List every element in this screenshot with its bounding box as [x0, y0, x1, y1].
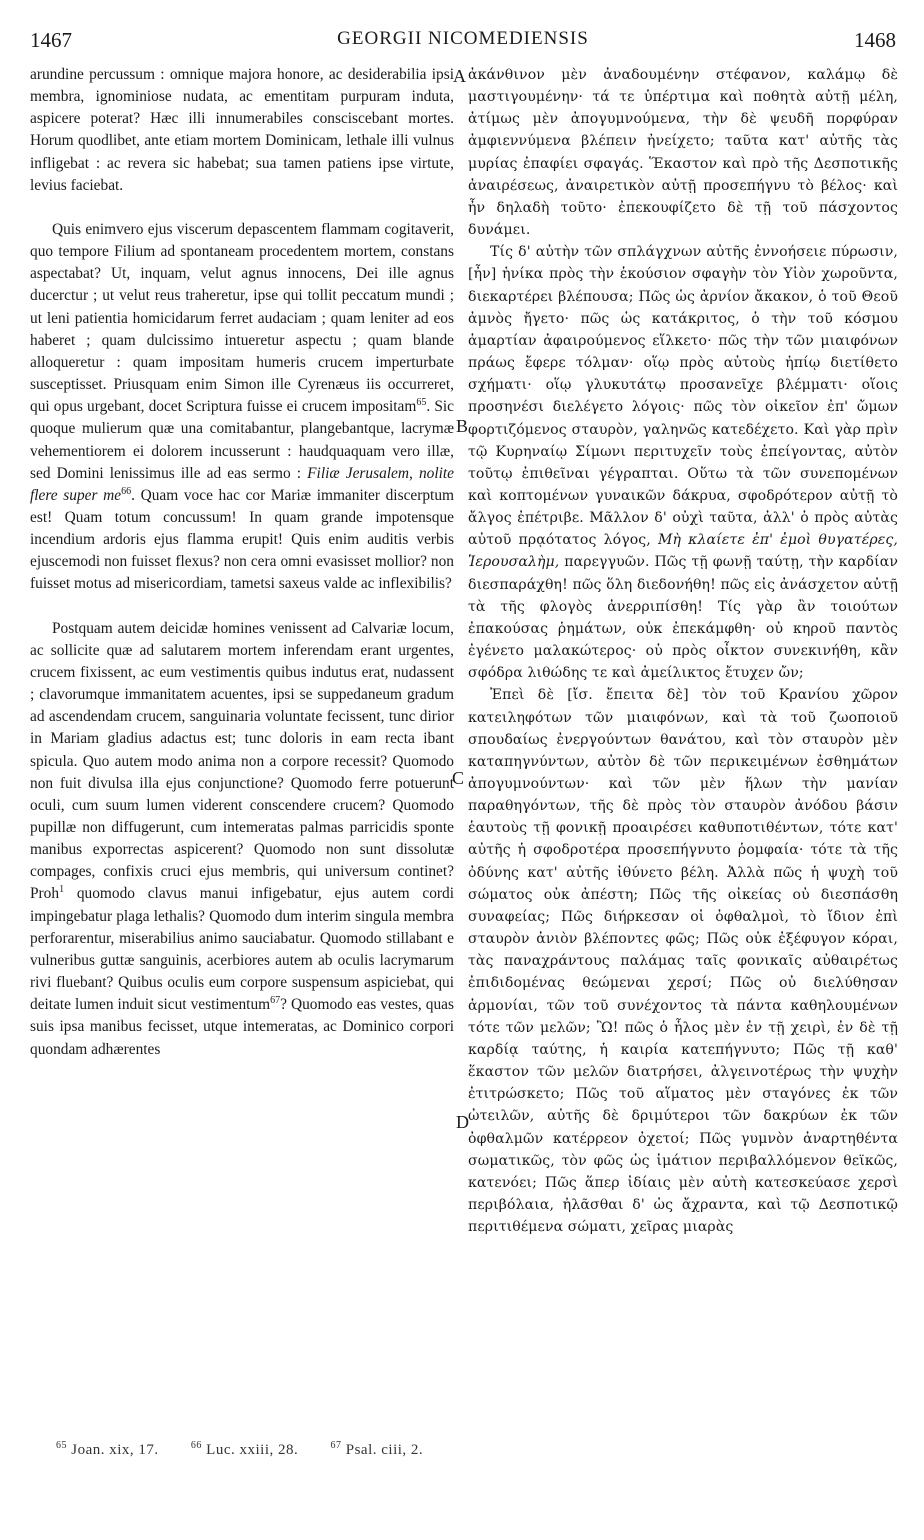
footnote-65-text: Joan. xix, 17. [71, 1442, 159, 1458]
footnote-66 [191, 1442, 312, 1458]
greek-p2-text-a: Τίς δ' αὐτὴν τῶν σπλάγχνων αὐτῆς ἐννοήσειε πύρωσιν, [ἦν] ἡνίκα πρὸς τὴν ἑκούσιον σφαγὴν τὸν Υἱὸν χωροῦντα, διεκαρτέρει βλέπουσα; Πῶς ὡς ἀρνίον ἄκακον, ὁ τοῦ Θεοῦ ἀμνὸς ἤγετο· πῶς ὡς κατάκριτος, ὁ τὴν τοῦ κόσμου ἁμαρτίαν ἀφαιρούμενος εἵλκετο· πῶς τὴν τῶν μιαιφόνων πράως ἔφερε τόλμαν· οἵῳ πρὸς αὐτοὺς ἠπίῳ διετίθετο σχήματι· οἵῳ γλυκυτάτῳ προσανεῖχε βλέμματι· οἵοις προσηνέσι διελέγετο λόγοις· πῶς τὸν οἰκεῖον ἐπ' ὤμων φορτιζόμενος σταυρὸν, γαληνῶς κατεδέχετο. Καὶ γὰρ πρὶν τῷ Κυρηναίῳ Σίμωνι περιτυχεῖν τοὺς ἐπείγοντας, αὐτὸν τοῦτῳ ἐπιθεῖναι γέγραπται. Οὕτω τὰ τῶν συνεπομένων καὶ κοπτομένων γυναικῶν δάκρυα, σφοδρότερον αὐτῇ τὸ ἄλγος ἐπέτριβε. Μᾶλλον δ' οὐχὶ ταῦτα, ἀλλ' ὁ πρὸς αὐτὰς αὐτοῦ πρᾳότατος λόγος, [468, 244, 898, 549]
marker-c: C [452, 768, 465, 788]
footnotes [56, 1440, 756, 1459]
latin-paragraph-1: arundine percussum : omnique majora honore, ac desiderabilia ipsi membra, ignominiose nudata, ac ementitam purpuram induta, aspicere poterat? Hæc illi innumerabiles consciscebant mortes. Horum quodlibet, ante etiam mortem Dominicam, lethale illi vulnus infligebat : ac revera sic habebat; sua tamen patiens ipse virtute, levius faciebat. [30, 66, 454, 194]
footnote-67-text: Psal. ciii, 2. [345, 1442, 424, 1458]
footnote-65 [56, 1442, 173, 1458]
footnote-ref-65: 65 [416, 397, 427, 409]
page-header [30, 28, 896, 58]
marker-a: A [453, 66, 466, 86]
footnote-67 [331, 1442, 438, 1458]
latin-paragraph-3 [30, 618, 454, 1061]
footnote-65-number: 65 [56, 1440, 67, 1451]
marker-d: D [456, 1112, 469, 1132]
latin-p2-text-b: . Sic quoque mulierum quæ una comitabantur, plangebantque, lacrymæ vehementiorem ei dolorem incusserunt : haudquaquam vero illæ, sed Domini lenissimus ille ad eas sermo : [30, 398, 454, 482]
running-title: GEORGII NICOMEDIENSIS [337, 28, 589, 49]
latin-p3-text-a: Postquam autem deicidæ homines venissent ad Calvariæ locum, ac sollicite quæ ad salutarem mortem inferendam erant urgentes, crucem fixissent, ac eum vestimentis quibus indutus erat, nudassent ; clavorumque immanitatem acuentes, ipsi se suppedaneum gradum ad ascendendam crucem, sanguinaria voluntate fecissent, tunc dirior in Mariam gladius adactus est; tunc doloris in eam recta ibant spicula. Quo autem modo anima non a corpore recessit? Quomodo non fuit divulsa illa ejus conjunctione? Quomodo ferre potuerunt oculi, cum suum lumen viderent conscendere crucem? Quomodo pupillæ non diffugerunt, cum intemeratas palmas parricidis sponte manibus exporrectas aspicerent? Quomodo non sunt dissolutæ compages, confixis cruci ejus membris, qui universum continet? Proh [30, 619, 454, 903]
footnote-ref-1: 1 [59, 884, 65, 896]
latin-p3-text-b: quomodo clavus manui infigebatur, ejus autem cordi impingebatur plaga lethalis? Quomodo dum interim singula membra perforarentur, miserabilius animo sauciabatur. Quomodo stillabant e vulneribus guttæ sanguinis, acerbiores autem ab oculis lacrymarum rivi fluebant? Quibus oculis eum corpore suspensum aspiciebat, qui deitate lumen induit sicut vestimentum [30, 885, 454, 1014]
latin-p2-text-a: Quis enimvero ejus viscerum depascentem flammam cogitaverit, quo tempore Filium ad spontaneam procedentem mortem, constans aspectabat? Ut, inquam, velut agnus innocens, Dei ille agnus ducerctur ; ut velut reus traheretur, ipse qui tollit peccatum mundi ; ut leni patientia homicidarum ferret audaciam ; quam leniter ad eos haberet ; quam dulcissimo intueretur aspectu ; quam blande alloqueretur : quam impositam humeris crucem imperturbate susceptisset. Priusquam enim Simon ille Cyrenæus iis occurreret, qui opus urgebant, docet Scriptura fuisse ei crucem impositam [30, 220, 454, 416]
greek-column [468, 64, 898, 1238]
footnote-66-text: Luc. xxiii, 28. [206, 1442, 299, 1458]
greek-quote: Μὴ κλαίετε ἐπ' ἐμοὶ θυγατέρες, Ἱερουσαλὴμ, [468, 532, 898, 571]
latin-quote: Filiæ Jerusalem, nolite flere super me [30, 464, 455, 504]
latin-paragraph-2 [30, 219, 454, 596]
greek-p2-text-b: παρεγγυῶν. Πῶς τῇ φωνῇ ταύτῃ, τὴν καρδίαν διεσπαράχθη! πῶς ὅλη διεδονήθη! πῶς εἰς ἀνάσχετον αὐτῇ τὰ τῆς φλογὸς ἀνερριπίσθη! Τίς γὰρ ἂν τοιούτων ἐπακούσας ῥημάτων, οὐκ ἐπεκάμφθη· οὐ κηροῦ παντὸς ἐγένετο μαλακώτερος· οὐ πρὸς οἶκτον συνεκινήθη, κἂν σφόδρα λιθώδης τε καὶ ἀμείλικτος ἔτυχεν ὤν; [468, 554, 898, 682]
marker-b: B [456, 416, 469, 436]
left-page-number: 1467 [30, 28, 72, 52]
greek-paragraph-3: Ἐπεὶ δὲ [ἴσ. ἔπειτα δὲ] τὸν τοῦ Κρανίου χῶρον κατειληφότων τῶν μιαιφόνων, καὶ τὰ τοῦ ζωοποιοῦ σπουδαίως ἐνεργούντων θανάτου, καὶ τὸν σταυρὸν μὲν καταπηγνύντων, αὐτὸν δὲ τῶν περικειμένων ἐσθημάτων ἀπογυμνούντων· καὶ τῶν μὲν ἥλων τὴν μανίαν παραθηγόντων, τῆς δὲ πρὸς τὸν σταυρὸν ἀνόδου βάσιν ἑαυτοὺς τῇ φονικῇ προαιρέσει καθυποτιθέντων, τότε κατ' αὐτῆς ἡ σφοδροτέρα προσεπήγνυτο ῥομφαία· τότε τὰ τῆς ὀδύνης κατ' αὐτῆς ἰθύνετο βέλη. Ἀλλὰ πῶς ἡ ψυχὴ τοῦ σώματος οὐκ ἀπέστη; Πῶς τῆς οἰκείας οὐ διεσπάσθη συναφείας; Πῶς διήρκεσαν οἱ ὀφθαλμοὶ, τὸ ἴδιον ἐπὶ σταυρὸν ἀνιὸν βλέποντες φῶς; Πῶς οὐκ ἐξέφυγον κόραι, τὰς παναχράντους παλάμας ταῖς φονικαῖς αὐθαιρέτως ἐπιδιδομένας θεώμεναι χερσί; Πῶς οὐ διελύθησαν ἁρμονίαι, τῶν τοῦ συνέχοντος τὰ πάντα καθηλουμένων τότε τῶν μελῶν; Ὢ! πῶς ὁ ἧλος μὲν ἐν τῇ χειρὶ, ἐν δὲ τῇ καρδίᾳ ταύτης, ἡ καιρία κατεπήγνυτο; Πῶς τῇ καθ' ἕκαστον τῶν μελῶν διατρήσει, ἀλγεινοτέρως τὴν ψυχὴν ἐτιτρώσκετο; Πῶς τοῦ αἵματος μὲν σταγόνες ἐκ τῶν ὠτειλῶν, αὐτῆς δὲ δριμύτεροι τῶν δακρύων ἐκ τῶν ὀφθαλμῶν κατέρρεον ὀχετοί; Πῶς γυμνὸν ἀναρτηθέντα σωματικῶς, τὸν φῶς ὡς ἱμάτιον περιβαλλόμενον θεϊκῶς, κατενόει; Πῶς ἅπερ ἰδίαις μὲν αὐτὴ κατεσκεύασε χερσὶ περιβόλαια, ἠλᾶσθαι δ' ὡς ἄχραντα, καὶ τῷ Δεσποτικῷ περιτιθέμενα σώματι, χεῖρας μιαρὰς [468, 687, 898, 1236]
footnote-67-number: 67 [330, 1440, 342, 1451]
footnote-ref-67: 67 [270, 995, 281, 1007]
latin-column [30, 64, 454, 1061]
greek-paragraph-1: ἀκάνθινον μὲν ἀναδουμένην στέφανον, καλάμῳ δὲ μαστιγουμένην· τά τε ὑπέρτιμα καὶ ποθητὰ αὐτῇ μέλη, ἀτίμως μὲν ἀπογυμνούμενα, τὴν δὲ ψευδῆ πορφύραν ἀμφιεννύμενα βλέπειν ἠνείχετο; ταῦτα κατ' αὐτῆς τὰς μυρίας ἐπαφίει σφαγάς. Ἕκαστον καὶ πρὸ τῆς Δεσποτικῆς ἀναιρέσεως, ἀναιρετικὸν αὐτῇ προσεπήγνυ τὸ βέλος· καὶ ἦν δηλαδὴ τοῦτο· ἐπεκουφίζετο δὲ τῇ τοῦ πάσχοντος δυνάμει. [468, 67, 898, 239]
latin-p2-text-c: . Quam voce hac cor Mariæ immaniter discerptum est! Quam totum concussum! In quam grande impotensque incendium ardoris ejus flamma erupit! Quis enim auditis verbis ejuscemodi non fuisset flexus? non cera omni evasisset mollior? non fuisset motus ad misericordiam, tametsi saxeus valde ac inflexibilis? [30, 486, 454, 593]
footnote-ref-66: 66 [121, 485, 132, 497]
greek-paragraph-2 [468, 241, 898, 684]
latin-p3-text-c: ? Quomodo eas vestes, quas suis ipsa manibus fecisset, utque intemeratas, ac Dominico corpori quondam adhærentes [30, 996, 454, 1058]
right-page-number: 1468 [854, 28, 896, 52]
footnote-66-number: 66 [190, 1440, 202, 1451]
